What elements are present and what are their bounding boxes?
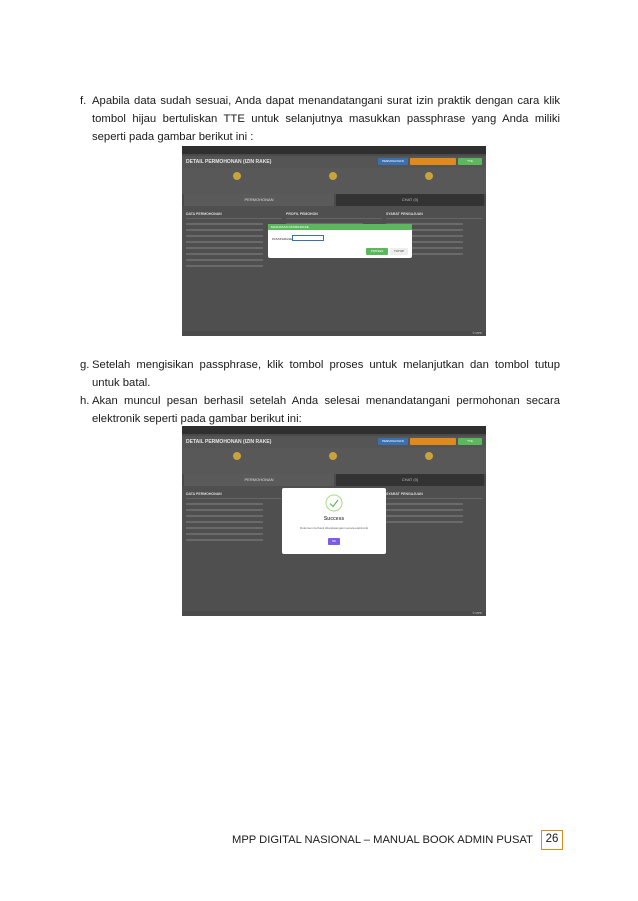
item-text-h: Akan muncul pesan berhasil setelah Anda selesai menandatangani permohonan secara elektronik seperti pada gambar berikut ini: [92, 395, 560, 425]
col-heading-3b: SYARAT PENGAJUAN [386, 492, 482, 499]
app-topbar-2 [182, 426, 486, 434]
item-text-g: Setelah mengisikan passphrase, klik tombol proses untuk melanjutkan dan tombol tutup untuk batal. [92, 359, 560, 389]
app-titlebar-2 [182, 436, 486, 448]
passphrase-label: PASSPHRASE [272, 237, 293, 241]
item-label-g: g. [80, 359, 90, 371]
progress-steps [182, 168, 486, 194]
permohonan-button[interactable]: PERMOHONAN [378, 158, 408, 165]
app-titlebar [182, 156, 486, 168]
instruction-f [80, 92, 560, 146]
tte-button[interactable]: TTE [458, 158, 482, 165]
page-footer: MPP DIGITAL NASIONAL – MANUAL BOOK ADMIN PUSAT [232, 834, 533, 846]
app-footer: © MPP [472, 331, 482, 335]
tutup-button[interactable]: TUTUP [390, 248, 408, 255]
orange-button[interactable] [410, 158, 456, 165]
col-heading-1b: DATA PERMOHONAN [186, 492, 282, 499]
screenshot-tte-passphrase [182, 146, 486, 336]
step-2 [318, 172, 348, 180]
item-text-f: Apabila data sudah sesuai, Anda dapat menandatangani surat izin praktik dengan cara klik tombol hijau bertuliskan TTE untuk selanjutnya masukkan passphrase yang Anda miliki seperti pada gambar berikut ini : [92, 95, 560, 143]
passphrase-modal [268, 224, 412, 258]
tabs-2 [182, 474, 486, 486]
passphrase-input[interactable] [292, 235, 324, 241]
ok-button[interactable]: OK [328, 538, 340, 545]
step-1 [222, 172, 252, 180]
instruction-g [80, 356, 560, 392]
page-number: 26 [541, 830, 563, 850]
step-3 [414, 172, 444, 180]
item-label-h: h. [80, 395, 90, 407]
screenshot-success [182, 426, 486, 616]
tab-permohonan[interactable]: PERMOHONAN [184, 194, 334, 206]
col-heading-2: PROFIL PEMOHON [286, 212, 382, 219]
success-check-icon [325, 494, 343, 512]
tab-permohonan-2[interactable]: PERMOHONAN [184, 474, 334, 486]
progress-steps-2 [182, 448, 486, 474]
permohonan-button-2[interactable]: PERMOHONAN [378, 438, 408, 445]
item-label-f: f. [80, 95, 87, 107]
modal-title: MASUKKAN PASSPHRASE [268, 224, 412, 230]
tabs [182, 194, 486, 206]
col-heading-1: DATA PERMOHONAN [186, 212, 282, 219]
success-modal [282, 488, 386, 554]
page-title-2: DETAIL PERMOHONAN (IZIN RAKE) [186, 439, 272, 445]
tte-button-2[interactable]: TTE [458, 438, 482, 445]
app-topbar [182, 146, 486, 154]
app-footer-2: © MPP [472, 611, 482, 615]
instruction-h [80, 392, 560, 428]
orange-button-2[interactable] [410, 438, 456, 445]
page-title: DETAIL PERMOHONAN (IZIN RAKE) [186, 159, 272, 165]
tab-chat[interactable]: CHAT (0) [336, 194, 484, 206]
col-heading-3: SYARAT PENGAJUAN [386, 212, 482, 219]
proses-button[interactable]: PROSES [366, 248, 388, 255]
success-message: Dokumen berhasil ditandatangani secara elektronik [299, 526, 369, 530]
tab-chat-2[interactable]: CHAT (0) [336, 474, 484, 486]
success-title: Success [323, 516, 345, 522]
